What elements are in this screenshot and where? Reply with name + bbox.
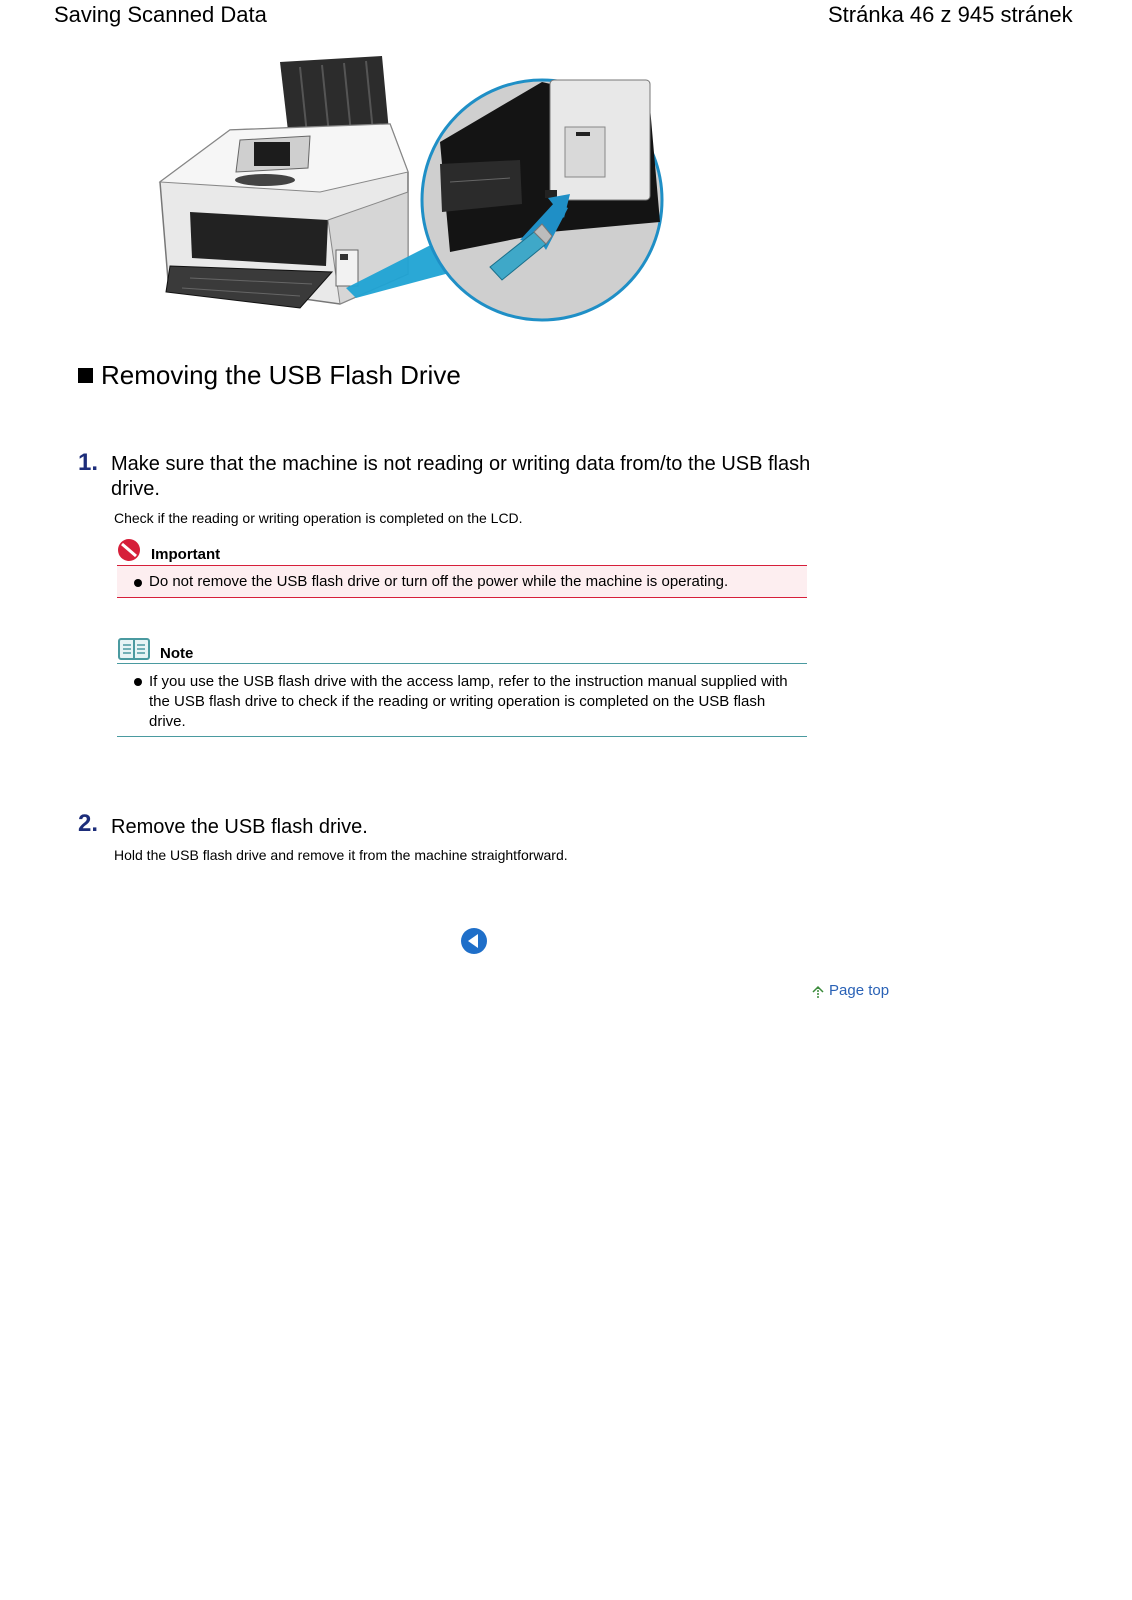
note-label: Note xyxy=(160,645,194,662)
important-label: Important xyxy=(151,546,221,563)
bullet-icon xyxy=(134,678,142,686)
step-title: Make sure that the machine is not reading or writing data from/to the USB flash drive. xyxy=(111,453,811,500)
prohibited-icon xyxy=(117,538,141,562)
up-arrow-icon[interactable] xyxy=(811,984,825,1000)
step-number: 1. xyxy=(78,449,99,476)
page-top-label[interactable]: Page top xyxy=(829,982,890,999)
note-text: If you use the USB flash drive with the access lamp, refer to the instruction manual supplied with the USB flash drive to check if the reading or writing operation is completed on the USB flash drive. xyxy=(149,673,788,730)
page-indicator: Stránka 46 z 945 stránek xyxy=(828,2,1073,27)
printer-usb-flash-drive-illustration xyxy=(150,52,690,334)
square-bullet-icon xyxy=(78,368,93,383)
section-heading-text: Removing the USB Flash Drive xyxy=(101,360,461,390)
bullet-icon xyxy=(134,579,142,587)
section-heading xyxy=(78,360,461,391)
step-number: 2. xyxy=(78,810,99,837)
step-description: Hold the USB flash drive and remove it from the machine straightforward. xyxy=(114,847,568,863)
step-description: Check if the reading or writing operation is completed on the LCD. xyxy=(114,510,523,526)
book-icon xyxy=(118,637,150,661)
page-title: Saving Scanned Data xyxy=(54,2,267,27)
step-title: Remove the USB flash drive. xyxy=(111,816,368,838)
important-text: Do not remove the USB flash drive or turn off the power while the machine is operating. xyxy=(149,573,729,590)
back-arrow-icon[interactable] xyxy=(460,927,488,955)
